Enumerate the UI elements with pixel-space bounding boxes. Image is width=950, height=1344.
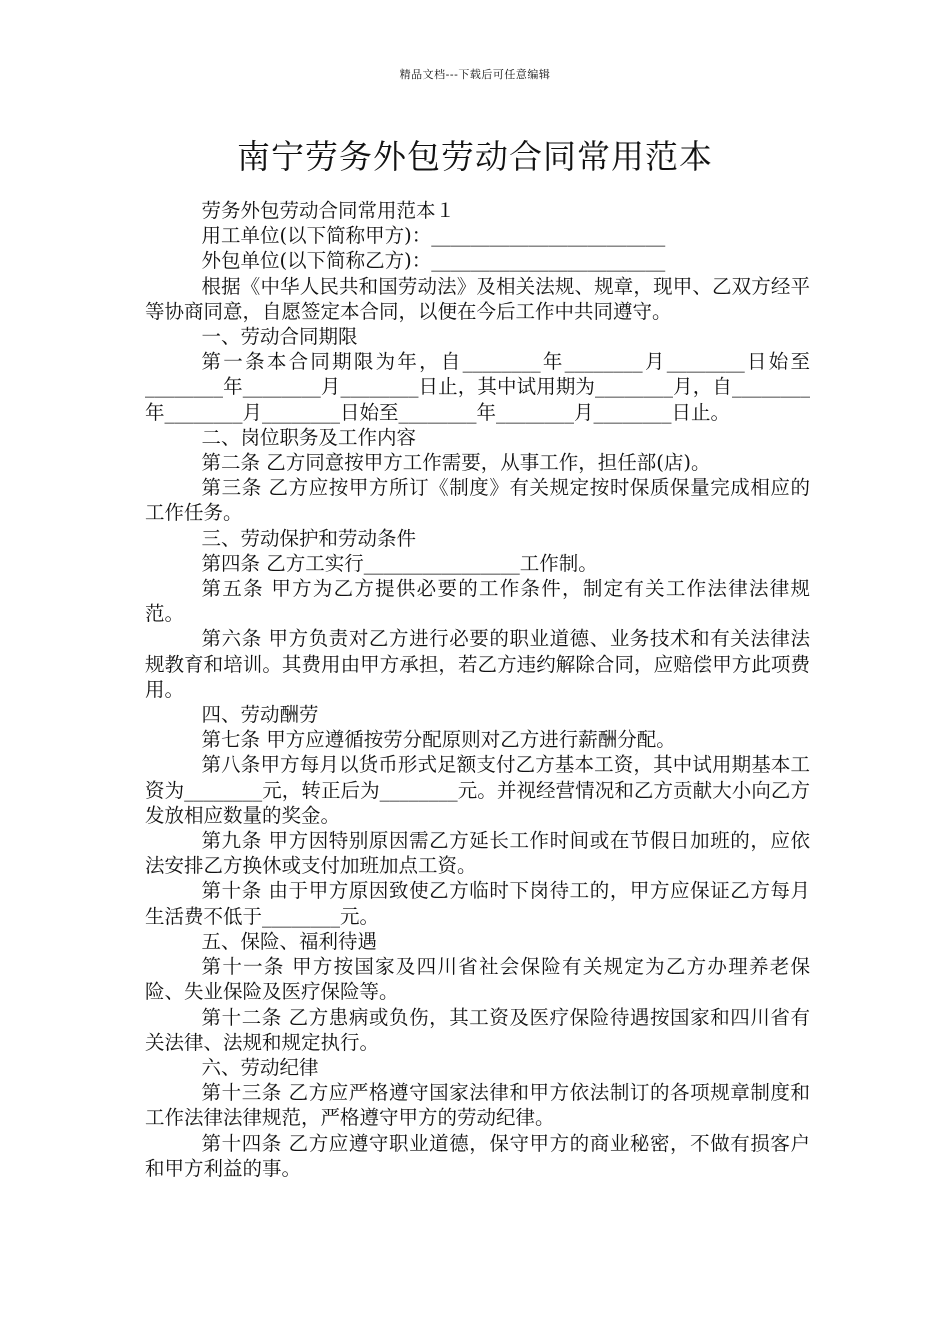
paragraph-article-13: 第十三条 乙方应严格遵守国家法律和甲方依法制订的各项规章制度和工作法律法律规范，严格遵守甲方的劳动纪律。 — [145, 1081, 810, 1130]
paragraph-article-11: 第十一条 甲方按国家及四川省社会保险有关规定为乙方办理养老保险、失业保险及医疗保险等。 — [145, 955, 810, 1004]
section-heading-insurance: 五、保险、福利待遇 — [201, 929, 378, 953]
paragraph-employer-field: 用工单位(以下简称甲方)：________________________ — [201, 224, 666, 248]
paragraph-article-6: 第六条 甲方负责对乙方进行必要的职业道德、业务技术和有关法律法规教育和培训。其费用由甲方承担，若乙方违约解除合同，应赔偿甲方此项费用。 — [145, 627, 810, 701]
paragraph-article-12: 第十二条 乙方患病或负伤，其工资及医疗保险待遇按国家和四川省有关法律、法规和规定执行。 — [145, 1005, 810, 1054]
paragraph-article-7: 第七条 甲方应遵循按劳分配原则对乙方进行薪酬分配。 — [201, 728, 676, 752]
paragraph-article-9: 第九条 甲方因特别原因需乙方延长工作时间或在节假日加班的，应依法安排乙方换休或支付加班加点工资。 — [145, 829, 810, 878]
section-heading-pay: 四、劳动酬劳 — [201, 703, 319, 727]
section-heading-term: 一、劳动合同期限 — [201, 325, 358, 349]
section-heading-protection: 三、劳动保护和劳动条件 — [201, 526, 417, 550]
document-body — [145, 198, 810, 1181]
paragraph-article-1: 第一条本合同期限为年，自________年________月________日始至________年________月________日止，其中试用期为________月，自________年________月________日始至________年________月________日止。 — [145, 350, 810, 424]
section-heading-discipline: 六、劳动纪律 — [201, 1055, 319, 1079]
paragraph-contractor-field: 外包单位(以下简称乙方)：________________________ — [201, 249, 666, 273]
paragraph-article-8: 第八条甲方每月以货币形式足额支付乙方基本工资，其中试用期基本工资为________元，转正后为________元。并视经营情况和乙方贡献大小向乙方发放相应数量的奖金。 — [145, 753, 810, 827]
paragraph-article-3: 第三条 乙方应按甲方所订《制度》有关规定按时保质保量完成相应的工作任务。 — [145, 476, 810, 525]
paragraph-article-10: 第十条 由于甲方原因致使乙方临时下岗待工的，甲方应保证乙方每月生活费不低于________元。 — [145, 879, 810, 928]
paragraph-contract-heading: 劳务外包劳动合同常用范本１ — [201, 199, 456, 222]
paragraph-article-4: 第四条 乙方工实行________________工作制。 — [201, 551, 598, 575]
header-note: 精品文档---下载后可任意编辑 — [399, 68, 551, 81]
paragraph-article-14: 第十四条 乙方应遵守职业道德，保守甲方的商业秘密，不做有损客户和甲方利益的事。 — [145, 1131, 810, 1180]
section-heading-duties: 二、岗位职务及工作内容 — [201, 425, 417, 449]
paragraph-preamble: 根据《中华人民共和国劳动法》及相关法规、规章，现甲、乙双方经平等协商同意，自愿签定本合同，以便在今后工作中共同遵守。 — [145, 274, 810, 323]
paragraph-article-2: 第二条 乙方同意按甲方工作需要，从事工作，担任部(店)。 — [201, 451, 711, 475]
paragraph-article-5: 第五条 甲方为乙方提供必要的工作条件，制定有关工作法律法律规范。 — [145, 577, 810, 626]
document-title: 南宁劳务外包劳动合同常用范本 — [237, 137, 713, 176]
